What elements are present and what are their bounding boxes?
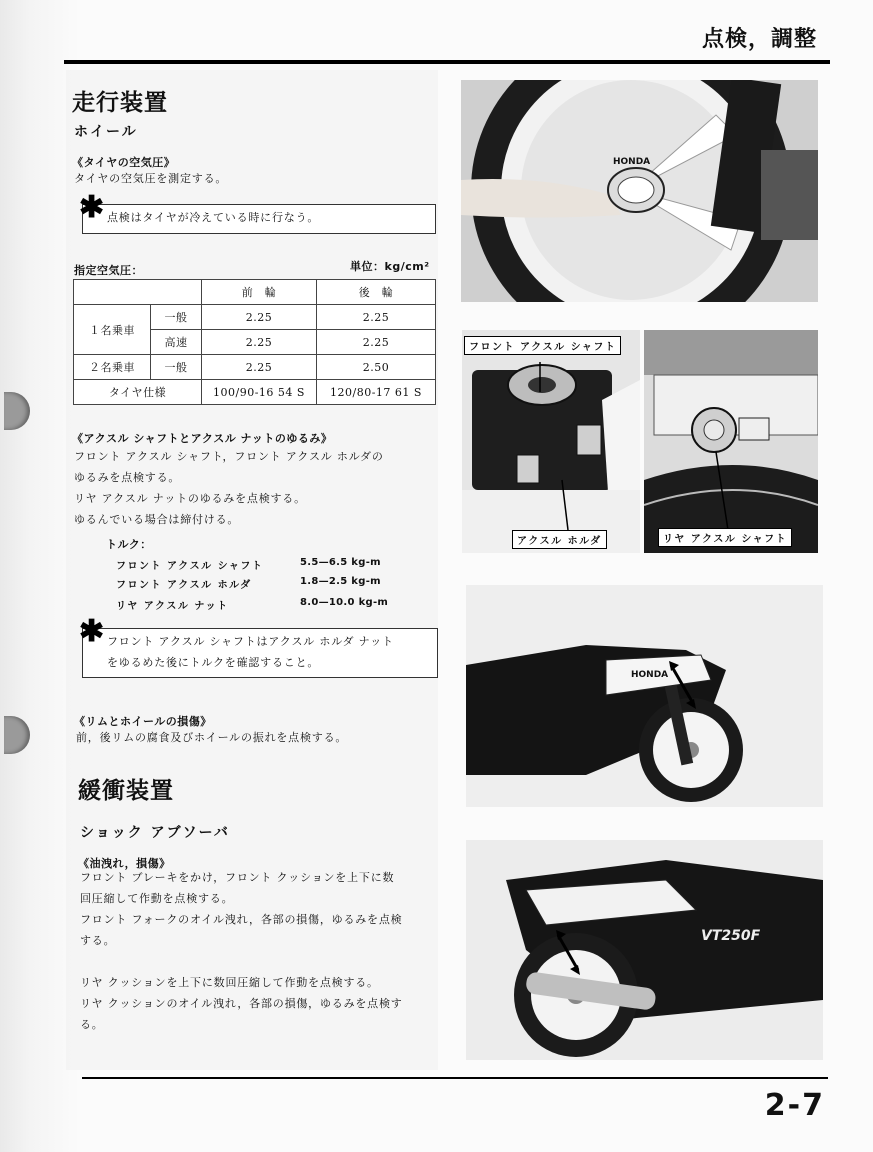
oil-leak-subheading: 《油洩れ，損傷》 [78,857,171,870]
rim-text: 前，後リムの腐食及びホイールの振れを点検する。 [76,731,348,744]
photo-rear-suspension [466,840,823,1060]
tire-pressure-text: タイヤの空気圧を測定する。 [74,172,228,185]
suspension-line: する。 [80,934,116,947]
tire-pressure-subheading: 《タイヤの空気圧》 [72,156,176,169]
axle-line: ゆるんでいる場合は締付ける。 [74,513,240,526]
footer-rule [82,1077,828,1079]
header-rule [64,60,830,64]
axle-subheading: 《アクスル シャフトとアクスル ナットのゆるみ》 [72,432,333,445]
cell-value: 2.25 [317,305,436,330]
cell-value: 100/90-16 54 S [202,380,317,405]
cell-value: 120/80-17 61 S [317,380,436,405]
row-two-riders: ２名乗車 [74,355,151,380]
label-rear-axle-shaft: リヤ アクスル シャフト [658,528,792,547]
suspension-line: 回圧縮して作動を点検する。 [80,892,234,905]
label-axle-holder: アクスル ホルダ [512,530,607,549]
torque-value: 1.8—2.5 kg-m [300,576,381,587]
col-header-front: 前 輪 [202,280,317,305]
suspension-line: フロント ブレーキをかけ，フロント クッションを上下に数 [80,871,395,884]
page-header-title: 点検，調整 [701,27,817,52]
torque-value: 5.5—6.5 kg-m [300,557,381,568]
torque-label: トルク： [106,538,152,551]
axle-line: フロント アクスル シャフト，フロント アクスル ホルダの [74,450,384,463]
suspension-line: リヤ クッションのオイル洩れ，各部の損傷，ゆるみを点検す [80,997,403,1010]
photo-front-suspension [466,585,823,807]
suspension-line: フロント フォークのオイル洩れ，各部の損傷，ゆるみを点検 [80,913,403,926]
asterisk-icon: ✱ [79,614,105,649]
row-tire-spec: タイヤ仕様 [74,380,202,405]
row-normal: 一般 [151,355,202,380]
page-number: 2-7 [764,1088,825,1123]
suspension-line: リヤ クッションを上下に数回圧縮して作動を点検する。 [80,976,379,989]
unit-label: 単位：kg/cm² [350,260,430,273]
row-high-speed: 高速 [151,330,202,355]
tire-pressure-table [73,279,436,405]
photo-rear-axle [644,330,818,553]
torque-name: リヤ アクスル ナット [116,601,229,612]
row-one-rider: １名乗車 [74,305,151,355]
model-badge: VT250F [701,928,761,944]
wheel-heading: ホイール [74,124,138,140]
torque-value: 8.0—10.0 kg-m [300,597,389,608]
note-box-torque-check [79,614,438,678]
row-normal: 一般 [151,305,202,330]
section-title-suspension: 緩衝装置 [78,778,174,804]
torque-name: フロント アクスル ホルダ [116,580,252,591]
note-text: フロント アクスル シャフトはアクスル ホルダ ナット [107,635,394,648]
cell-value: 2.25 [202,305,317,330]
tank-brand-label: HONDA [631,670,669,680]
rim-subheading: 《リムとホイールの損傷》 [74,715,212,728]
suspension-line: る。 [80,1018,104,1031]
gauge-label: HONDA [613,157,651,167]
cell-value: 2.25 [202,355,317,380]
note-text: をゆるめた後にトルクを確認すること。 [107,656,320,669]
section-title-running-gear: 走行装置 [72,90,168,116]
asterisk-icon: ✱ [79,190,105,225]
col-header-rear: 後 輪 [317,280,436,305]
photo-front-axle [462,330,640,553]
axle-line: ゆるみを点検する。 [74,471,181,484]
cell-value: 2.50 [317,355,436,380]
torque-name: フロント アクスル シャフト [116,561,264,572]
cell-value: 2.25 [202,330,317,355]
photo-tire-pressure-check [461,80,818,302]
spec-pressure-label: 指定空気圧： [74,264,143,277]
axle-line: リヤ アクスル ナットのゆるみを点検する。 [74,492,306,505]
shock-absorber-heading: ショック アブソーバ [80,825,230,841]
note-box-cold-tire [79,190,436,234]
note-text: 点検はタイヤが冷えている時に行なう。 [107,211,320,224]
label-front-axle-shaft: フロント アクスル シャフト [464,336,621,355]
table-corner [74,280,202,305]
cell-value: 2.25 [317,330,436,355]
